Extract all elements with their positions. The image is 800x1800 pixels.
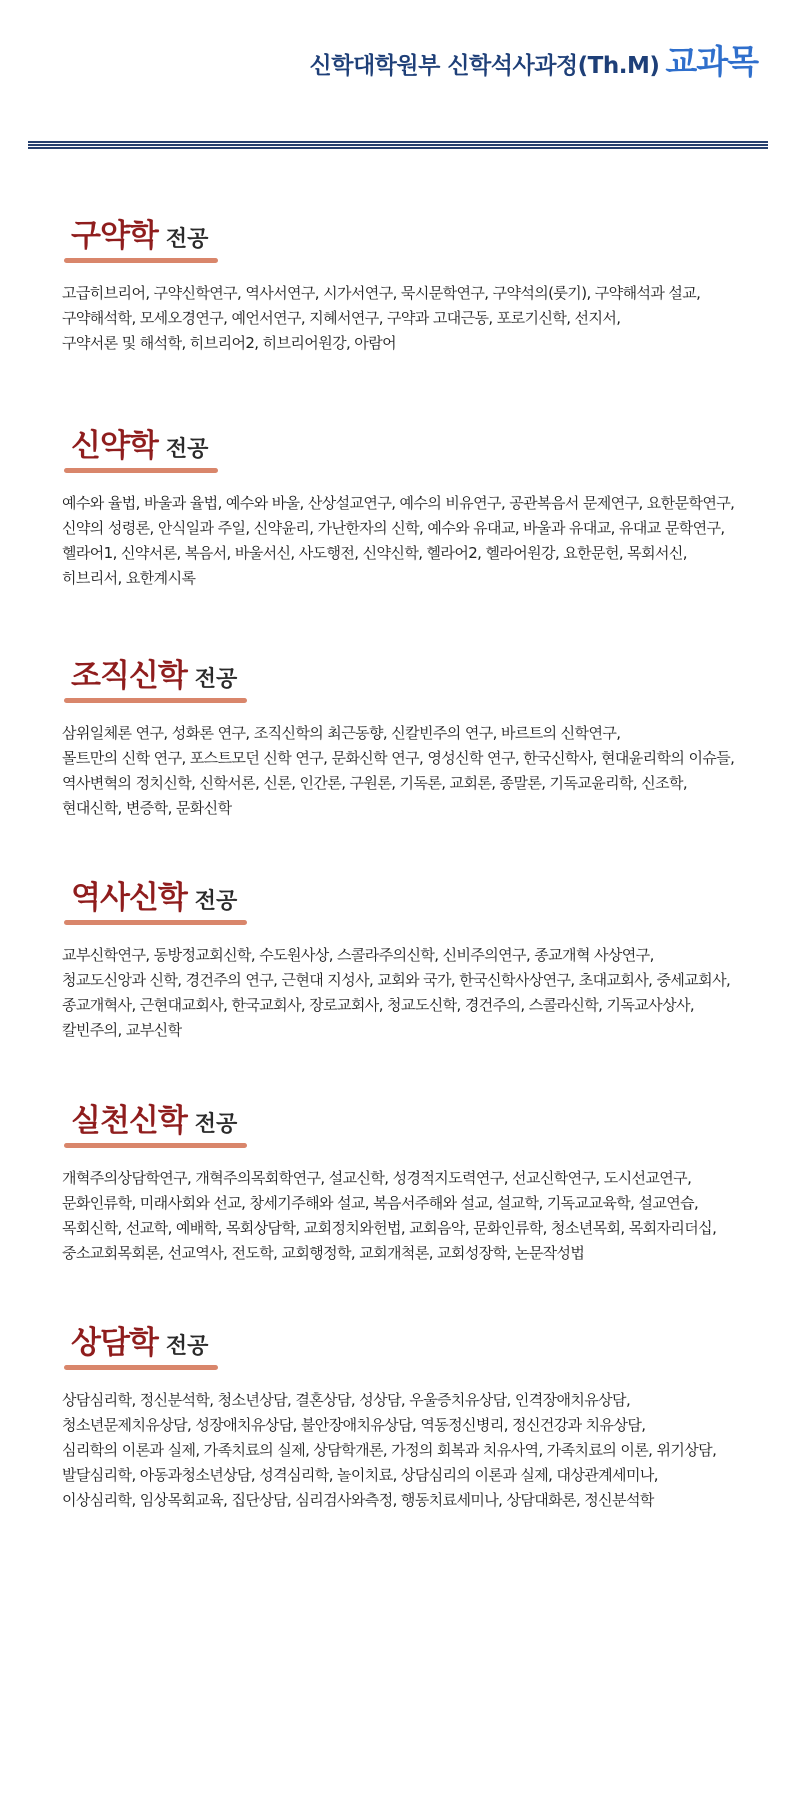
course-list xyxy=(62,491,792,591)
section-new-testament xyxy=(62,420,792,591)
course-line: 청교도신앙과 신학, 경건주의 연구, 근현대 지성사, 교회와 국가, 한국신학사상연구, 초대교회사, 중세교회사, xyxy=(62,971,731,989)
section-title: 역사신학 xyxy=(71,880,187,916)
section-systematic-theology xyxy=(62,650,792,821)
section-historical-theology xyxy=(62,872,792,1043)
course-line: 교부신학연구, 동방정교회신학, 수도원사상, 스콜라주의신학, 신비주의연구, 종교개혁 사상연구, xyxy=(62,946,654,964)
section-title-suffix: 전공 xyxy=(194,889,238,914)
course-line: 히브리서, 요한계시록 xyxy=(62,569,196,587)
course-line: 고급히브리어, 구약신학연구, 역사서연구, 시가서연구, 묵시문학연구, 구약석의(룻기), 구약해석과 설교, xyxy=(62,284,701,302)
page-header xyxy=(310,36,758,83)
section-practical-theology xyxy=(62,1095,792,1266)
section-title-suffix: 전공 xyxy=(194,667,238,692)
section-counseling xyxy=(62,1317,792,1513)
course-list xyxy=(62,1166,792,1266)
course-line: 역사변혁의 정치신학, 신학서론, 신론, 인간론, 구원론, 기독론, 교회론, 종말론, 기독교윤리학, 신조학, xyxy=(62,774,688,792)
course-list xyxy=(62,943,792,1043)
course-line: 예수와 율법, 바울과 율법, 예수와 바울, 산상설교연구, 예수의 비유연구, 공관복음서 문제연구, 요한문학연구, xyxy=(62,494,735,512)
section-underline xyxy=(64,920,247,925)
header-divider xyxy=(28,141,768,150)
section-title-suffix: 전공 xyxy=(165,1334,209,1359)
section-heading xyxy=(62,1317,218,1366)
course-line: 심리학의 이론과 실제, 가족치료의 실제, 상담학개론, 가정의 회복과 치유사역, 가족치료의 이론, 위기상담, xyxy=(62,1441,717,1459)
course-line: 구약해석학, 모세오경연구, 예언서연구, 지혜서연구, 구약과 고대근동, 포로기신학, 선지서, xyxy=(62,309,621,327)
course-line: 칼빈주의, 교부신학 xyxy=(62,1021,182,1039)
course-line: 중소교회목회론, 선교역사, 전도학, 교회행정학, 교회개척론, 교회성장학, 논문작성법 xyxy=(62,1244,585,1262)
course-line: 몰트만의 신학 연구, 포스트모던 신학 연구, 문화신학 연구, 영성신학 연구, 한국신학사, 현대윤리학의 이슈들, xyxy=(62,749,735,767)
section-heading xyxy=(62,210,218,259)
section-heading xyxy=(62,1095,247,1144)
course-line: 개혁주의상담학연구, 개혁주의목회학연구, 설교신학, 성경적지도력연구, 선교신학연구, 도시선교연구, xyxy=(62,1169,692,1187)
course-list xyxy=(62,281,792,356)
section-heading xyxy=(62,420,218,469)
section-underline xyxy=(64,1365,218,1370)
course-line: 이상심리학, 임상목회교육, 집단상담, 심리검사와측정, 행동치료세미나, 상담대화론, 정신분석학 xyxy=(62,1491,654,1509)
course-line: 상담심리학, 정신분석학, 청소년상담, 결혼상담, 성상담, 우울증치유상담, 인격장애치유상담, xyxy=(62,1391,631,1409)
section-title: 구약학 xyxy=(71,218,158,254)
course-line: 헬라어1, 신약서론, 복음서, 바울서신, 사도행전, 신약신학, 헬라어2, 헬라어원강, 요한문헌, 목회서신, xyxy=(62,544,687,562)
page-title: 신학대학원부 신학석사과정(Th.M) xyxy=(309,53,660,79)
section-underline xyxy=(64,698,247,703)
section-title: 상담학 xyxy=(71,1325,158,1361)
section-title: 조직신학 xyxy=(71,658,187,694)
section-heading xyxy=(62,872,247,921)
course-line: 청소년문제치유상담, 성장애치유상담, 불안장애치유상담, 역동정신병리, 정신건강과 치유상담, xyxy=(62,1416,646,1434)
section-heading xyxy=(62,650,247,699)
section-underline xyxy=(64,258,218,263)
course-line: 현대신학, 변증학, 문화신학 xyxy=(62,799,232,817)
section-title-suffix: 전공 xyxy=(165,437,209,462)
section-title-suffix: 전공 xyxy=(194,1112,238,1137)
course-line: 구약서론 및 해석학, 히브리어2, 히브리어원강, 아람어 xyxy=(62,334,396,352)
course-line: 문화인류학, 미래사회와 선교, 창세기주해와 설교, 복음서주해와 설교, 설교학, 기독교교육학, 설교연습, xyxy=(62,1194,699,1212)
course-list xyxy=(62,1388,792,1513)
course-line: 발달심리학, 아동과청소년상담, 성격심리학, 놀이치료, 상담심리의 이론과 실제, 대상관계세미나, xyxy=(62,1466,658,1484)
course-line: 목회신학, 선교학, 예배학, 목회상담학, 교회정치와헌법, 교회음악, 문화인류학, 청소년목회, 목회자리더십, xyxy=(62,1219,717,1237)
section-underline xyxy=(64,1143,247,1148)
page-title-accent: 교과목 xyxy=(665,42,758,81)
section-underline xyxy=(64,468,218,473)
section-old-testament xyxy=(62,210,792,356)
section-title: 실천신학 xyxy=(71,1103,187,1139)
course-line: 종교개혁사, 근현대교회사, 한국교회사, 장로교회사, 청교도신학, 경건주의, 스콜라신학, 기독교사상사, xyxy=(62,996,695,1014)
section-title: 신약학 xyxy=(71,428,158,464)
course-line: 신약의 성령론, 안식일과 주일, 신약윤리, 가난한자의 신학, 예수와 유대교, 바울과 유대교, 유대교 문학연구, xyxy=(62,519,725,537)
course-list xyxy=(62,721,792,821)
course-line: 삼위일체론 연구, 성화론 연구, 조직신학의 최근동향, 신칼빈주의 연구, 바르트의 신학연구, xyxy=(62,724,621,742)
section-title-suffix: 전공 xyxy=(165,227,209,252)
